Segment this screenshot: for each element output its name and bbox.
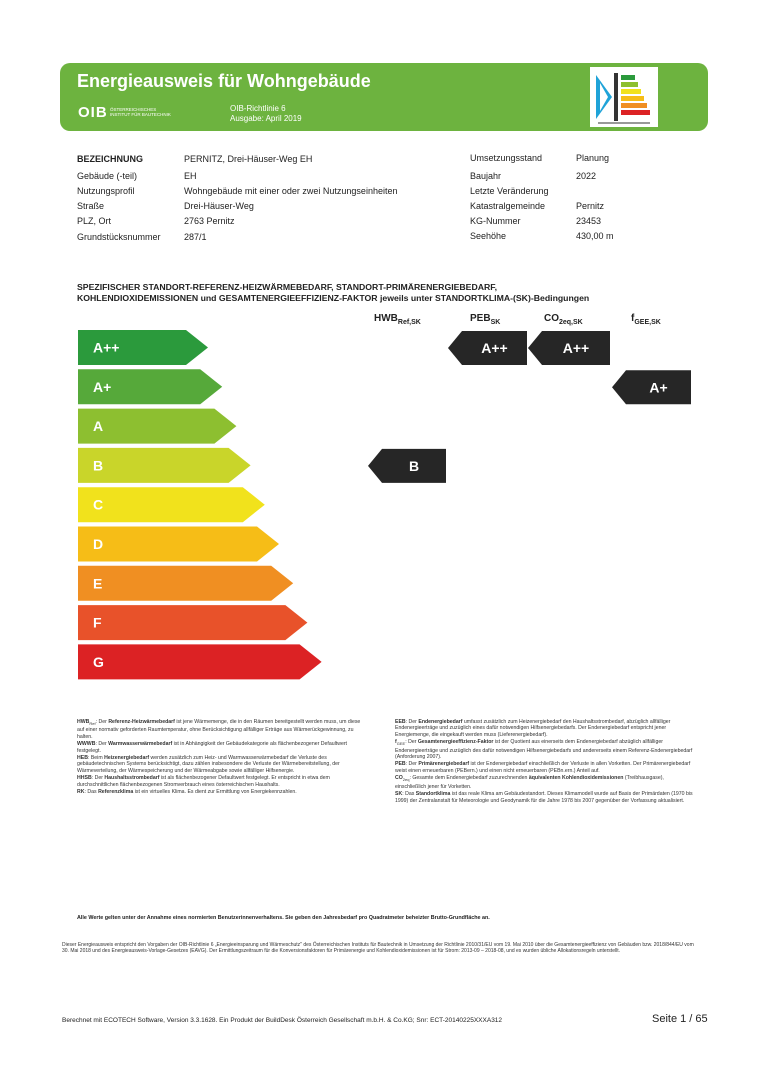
scale-bar-label-c: C: [93, 496, 104, 513]
glossary-right-term: SK: [395, 791, 403, 798]
value-kg-nummer: 23453: [576, 216, 602, 226]
glossary-right-term-sub: GEE: [396, 741, 406, 747]
glossary-right-entry: [395, 719, 695, 738]
glossary-left-lead: : Das: [84, 789, 99, 796]
glossary-right-bold: äquivalenten Kohlendioxidemissionen: [528, 775, 624, 782]
scale-bar-label-d: D: [93, 536, 104, 552]
label-kg-nummer: KG-Nummer: [470, 216, 521, 226]
glossary-right-lead: : Der: [405, 719, 419, 725]
scale-bar-b: [78, 448, 251, 483]
glossary-left-term-sub: Ref: [89, 721, 96, 727]
glossary-right-bold: Standortklima: [415, 791, 451, 798]
glossary-right-text: ist der Quotient aus einerseits dem Endenergiebedarf abzüglich allfälliger Endenergieerträge und zuzüglich des dafür notwendigen Hilfsenergiebedarfs und andererseits einem Referenz-Endenergiebedarf (Anforderung 2007).: [395, 739, 693, 761]
label-gebaeude: Gebäude (-teil): [77, 171, 138, 181]
oib-guideline: OIB-Richtlinie 6: [230, 104, 286, 113]
footer-software: Berechnet mit ECOTECH Software, Version 3.3.1628. Ein Produkt der BuildDesk Österreich Gesellschaft m.b.H. & Co.KG; Snr: ECT-20140225XXXA312: [62, 1017, 503, 1024]
value-strasse: Drei-Häuser-Weg: [184, 201, 254, 211]
glossary-right-text: ist der Endenergiebedarf einschließlich der Verluste in allen Vorketten. Der Primärenergiebedarf weist einen erneuerbaren (PEBern.) und einen nicht erneuerbaren (PEBn.ern.) Anteil auf.: [395, 761, 691, 774]
scale-bar-label-a: A: [93, 418, 104, 435]
value-umsetzungsstand: Planung: [576, 153, 610, 163]
column-header-hwb-main: HWB: [374, 313, 398, 324]
glossary-right: [395, 719, 695, 805]
column-header-hwb-sub: Ref,SK: [397, 319, 421, 326]
glossary-left-text: werden zusätzlich zum Heiz- und Warmwasserwärmebedarf die Verluste des gebäudetechnischen Systems berücksichtigt, dazu zählen insbesondere die Verluste der Wärmebereitstellung, der Wärmeverteilung, der Wärmespeicherung und der Wärmeabgabe sowie allfälliger Hilfsenergie.: [77, 755, 340, 774]
indicator-label-fgee: A+: [649, 379, 668, 396]
glossary-left-lead: : Beim: [87, 755, 105, 762]
scale-bar-label-e: E: [93, 575, 103, 592]
value-bezeichnung: PERNITZ, Drei-Häuser-Weg EH: [184, 154, 313, 164]
glossary-right-entry: [395, 775, 695, 790]
glossary-right-term: f: [395, 739, 397, 746]
scale-bar-label-f: F: [93, 614, 102, 631]
document-title: Energieausweis für Wohngebäude: [77, 71, 371, 91]
value-grundstuecksnummer: 287/1: [184, 232, 207, 242]
column-header-peb-sub: SK: [490, 319, 501, 326]
scale-heading-line-2: KOHLENDIOXIDEMISSIONEN und GESAMTENERGIEEFFIZIENZ-FAKTOR jeweils unter STANDORTKLIMA-(SK)-Bedingungen: [77, 293, 590, 303]
label-seehoehe: Seehöhe: [470, 231, 507, 241]
glossary-left-entry: [77, 755, 367, 774]
value-nutzungsprofil: Wohngebäude mit einer oder zwei Nutzungseinheiten: [184, 186, 398, 196]
glossary-left-term: WWWB: [77, 741, 96, 748]
glossary-right-term: CO: [395, 775, 403, 782]
value-katastralgemeinde: Pernitz: [576, 201, 605, 211]
glossary-left-lead: : Der: [95, 741, 109, 748]
glossary-left-bold: Warmwasserwärmebedarf: [108, 741, 173, 748]
oib-edition: Ausgabe: April 2019: [230, 114, 302, 123]
scale-bar-label-aplusplus: A++: [93, 339, 120, 356]
glossary-left-text: ist als flächenbezogener Defaultwert festgelegt. Er entspricht in etwa dem durchschnittlichen flächenbezogenen Stromverbrauch eines österreichischen Haushalts.: [77, 775, 330, 788]
oib-logo-mark: OIB: [78, 104, 108, 121]
glossary-left-bold: Referenz-Heizwärmebedarf: [108, 719, 175, 725]
glossary-left-bold: Heizenergiebedarf: [104, 755, 150, 762]
footer-page-number: Seite 1 / 65: [652, 1013, 708, 1025]
value-seehoehe: 430,00 m: [576, 231, 614, 241]
label-letzte-veraenderung: Letzte Veränderung: [470, 186, 549, 196]
scale-bar-label-g: G: [93, 653, 104, 670]
glossary-left-entry: [77, 775, 367, 788]
glossary-right-text: (Treibhausgase), einschließlich jener für Vorketten.: [395, 775, 664, 790]
indicator-label-hwb: B: [408, 457, 420, 474]
glossary-right-bold: Endenergiebedarf: [418, 719, 463, 725]
glossary-right-bold: Primärenergiebedarf: [418, 761, 470, 768]
glossary-left-term: HWB: [77, 719, 90, 725]
column-header-fgee-sub: GEE,SK: [634, 319, 661, 326]
glossary-right-entry: [395, 761, 695, 774]
label-grundstuecksnummer: Grundstücksnummer: [77, 232, 161, 242]
glossary-left-term: HEB: [77, 755, 88, 762]
indicator-hwb: [368, 449, 446, 483]
glossary-right-lead: : Das: [402, 791, 416, 798]
glossary-right-entry: [395, 791, 695, 804]
glossary-right-lead: : Der: [405, 739, 418, 746]
label-bezeichnung: BEZEICHNUNG: [77, 154, 144, 164]
footnote-legal: Dieser Energieausweis entspricht den Vorgaben der OIB-Richtlinie 6 „Energieeinsparung und Wärmeschutz" des Österreichischen Instituts für Bautechnik in Umsetzung der Richtlinie 2010/31/EU vom 19. Mai 2010 über die Gesamtenergieeffizienz von Gebäuden bzw. 2018/844/EU vom 30. Mai 2018 und des Energieausweis-Vorlage-Gesetzes (EAVG). Der Ermittlungszeitraum für die Konversionsfaktoren für Primärenergie und Kohlendioxidemissionen ist für Strom: 2013-09 – 2018-08, und es wurden übliche Allokationsregeln unterstellt.: [62, 942, 694, 955]
column-header-peb-main: PEB: [470, 313, 491, 324]
scale-bar-f: [78, 605, 307, 640]
scale-bar-e: [78, 566, 293, 601]
column-header-co2-sub: 2eq,SK: [559, 319, 583, 326]
label-nutzungsprofil: Nutzungsprofil: [77, 186, 135, 196]
glossary-right-term: PEB: [395, 761, 406, 768]
scale-bar-g: [78, 644, 322, 679]
scale-bar-label-aplus: A+: [93, 378, 112, 395]
scale-heading-line-1: SPEZIFISCHER STANDORT-REFERENZ-HEIZWÄRMEBEDARF, STANDORT-PRIMÄRENERGIEBEDARF,: [77, 282, 498, 292]
glossary-left-text: ist jene Wärmemenge, die in den Räumen bereitgestellt werden muss, um diese auf einer normativ geforderten Raumtemperatur, ohne Berücksichtigung allfälliger Erträge aus Wärmerückgewinnung, zu halten.: [77, 719, 361, 740]
scale-bar-c: [78, 487, 265, 522]
scale-bar-d: [78, 527, 279, 562]
glossary-left: [77, 719, 367, 797]
label-katastralgemeinde: Katastralgemeinde: [470, 201, 546, 211]
glossary-right-text: umfasst zusätzlich zum Heizenergiebedarf den Haushaltsstrombedarf, abzüglich allfälliger Endenergieerträge und zuzüglich eines dafür notwendigen Hilfsenergiebedarfs. Der Endenergiebedarf entspricht jener Energiemenge, die eingekauft werden muss (Lieferenergiebedarf).: [395, 719, 671, 738]
glossary-left-term: RK: [77, 789, 85, 796]
oib-logo-line-1: ÖSTERREICHISCHES: [110, 107, 157, 112]
glossary-left-text: ist in Abhängigkeit der Gebäudekategorie als flächenbezogener Defaultwert festgelegt.: [77, 741, 347, 754]
glossary-left-term: HHSB: [77, 775, 92, 782]
glossary-right-bold: Gesamtenergieeffizienz-Faktor: [417, 739, 494, 746]
label-baujahr: Baujahr: [470, 171, 502, 181]
glossary-right-term-sub: 2eq: [402, 777, 410, 783]
column-header-co2-main: CO: [544, 313, 559, 324]
scale-bar-label-b: B: [93, 457, 104, 474]
glossary-left-entry: [77, 719, 367, 740]
value-baujahr: 2022: [576, 171, 597, 181]
glossary-left-lead: : Der: [91, 775, 105, 782]
glossary-right-text: ist das reale Klima am Gebäudestandort. Dieses Klimamodell wurde auf Basis der Primärdaten (1970 bis 1999) der Zentralanstalt für Meteorologie und Geodynamik für die Jahre 1978 bis 2007 gegenüber der Vorfassung aktualisiert.: [395, 791, 693, 804]
glossary-right-lead: : Gesamte dem Endenergiebedarf zuzurechnenden: [409, 775, 529, 782]
indicator-label-co2: A++: [562, 340, 590, 356]
glossary-left-entry: [77, 789, 367, 795]
indicator-label-peb: A++: [481, 340, 508, 356]
glossary-left-entry: [77, 741, 367, 754]
footnote-values: Alle Werte gelten unter der Annahme eines normierten Benutzerinnenverhaltens. Sie geben den Jahresbedarf pro Quadratmeter beheizter Brutto-Grundfläche an.: [77, 915, 490, 921]
glossary-right-lead: : Der: [405, 761, 419, 768]
value-plz-ort: 2763 Pernitz: [184, 216, 235, 226]
value-gebaeude: EH: [184, 171, 197, 181]
glossary-left-bold: Referenzklima: [98, 789, 134, 796]
glossary-left-text: ist ein virtuelles Klima. Es dient zur Ermittlung von Energiekennzahlen.: [133, 789, 297, 796]
glossary-left-lead: : Der: [95, 719, 109, 725]
label-plz-ort: PLZ, Ort: [77, 216, 112, 226]
column-header-fgee-main: f: [631, 313, 635, 324]
glossary-right-entry: [395, 739, 695, 760]
label-strasse: Straße: [77, 201, 105, 211]
glossary-right-term: EEB: [395, 719, 406, 725]
label-umsetzungsstand: Umsetzungsstand: [470, 153, 543, 163]
oib-logo-line-2: INSTITUT FÜR BAUTECHNIK: [110, 112, 171, 117]
glossary-left-bold: Haushaltsstrombedarf: [104, 775, 160, 782]
